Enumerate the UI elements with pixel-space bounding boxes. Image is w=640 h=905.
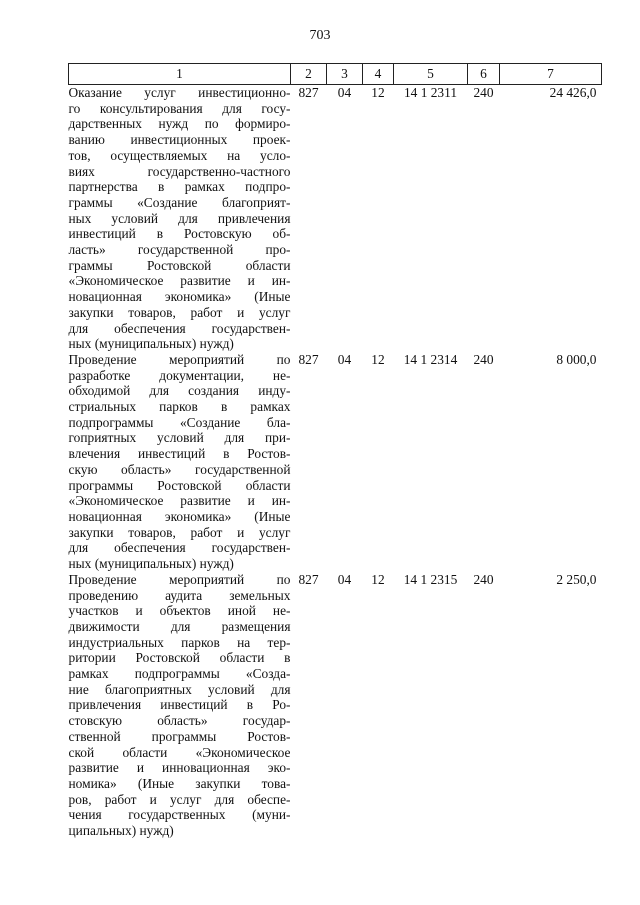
column-header-6: 6	[468, 64, 500, 85]
amount-value: 24 426,0	[549, 85, 597, 100]
description-line: граммы «Создание благоприят-	[68, 194, 291, 210]
description-line: новационная экономика» (Иные	[68, 289, 291, 305]
description-line: движимости для размещения	[68, 618, 291, 634]
description-line: чения государственных (муни-	[68, 807, 291, 823]
description-line: проведению аудита земельных	[68, 587, 291, 603]
description-line: «Экономическое развитие и ин-	[68, 493, 291, 509]
target-article-code: 14 1 2314	[403, 351, 458, 367]
subsection-code: 12	[371, 85, 385, 100]
description-line: стриальных парков в рамках	[68, 399, 291, 415]
description-line: гоприятных условий для при-	[68, 430, 291, 446]
description-line: ципальных) нужд)	[68, 823, 174, 839]
description-line: ритории Ростовской области в	[68, 650, 291, 666]
ministry-code: 827	[298, 571, 319, 587]
column-header-1: 1	[69, 64, 291, 85]
column-header-7: 7	[500, 64, 602, 85]
expense-type-code: 240	[473, 351, 494, 367]
description-line: виях государственно-частного	[68, 163, 291, 179]
description-line: ных условий для привлечения	[68, 210, 291, 226]
description-line: рамках подпрограммы «Созда-	[68, 666, 291, 682]
description-line: дарственных нужд по формиро-	[68, 116, 291, 132]
description-line: новационная экономика» (Иные	[68, 508, 291, 524]
amount-value: 2 250,0	[556, 571, 597, 587]
description-line: обходимой для создания инду-	[68, 383, 291, 399]
description-line: для обеспечения государствен-	[68, 540, 291, 556]
section-code: 04	[337, 85, 352, 100]
description-line: партнерства в рамках подпро-	[68, 179, 291, 195]
description-line: тов, осуществляемых на усло-	[68, 147, 291, 163]
target-article-code: 14 1 2315	[403, 571, 458, 587]
description-line: ние благоприятных условий для	[68, 681, 291, 697]
description-line: закупки товаров, работ и услуг	[68, 524, 291, 540]
table-row	[69, 572, 602, 839]
subsection-code: 12	[371, 351, 385, 367]
description-line: скую область» государственной	[68, 461, 291, 477]
description-line: инвестиций в Ростовскую об-	[68, 226, 291, 242]
description-line: го консультирования для госу-	[68, 100, 291, 116]
section-code: 04	[337, 351, 352, 367]
description-line: программы Ростовской области	[68, 477, 291, 493]
description-line: разработке документации, не-	[68, 367, 291, 383]
description-line: ванию инвестиционных проек-	[68, 132, 291, 148]
amount-value: 8 000,0	[556, 351, 597, 367]
column-header-2: 2	[291, 64, 327, 85]
description-line: ных (муниципальных) нужд)	[68, 556, 234, 572]
table-body	[69, 85, 602, 839]
table-header	[69, 64, 602, 85]
page-number: 703	[309, 28, 331, 43]
description-line: подпрограммы «Создание бла-	[68, 414, 291, 430]
description-line: ской области «Экономическое	[68, 744, 291, 760]
header-row	[69, 64, 602, 85]
table-row	[69, 352, 602, 572]
description-line: Проведение мероприятий по	[68, 571, 291, 587]
expense-description	[69, 352, 291, 572]
section-code: 04	[337, 571, 352, 587]
expense-type-code: 240	[473, 85, 494, 100]
description-line: Оказание услуг инвестиционно-	[68, 85, 291, 100]
column-header-4: 4	[363, 64, 394, 85]
description-line: для обеспечения государствен-	[68, 320, 291, 336]
description-line: участков и объектов иной не-	[68, 603, 291, 619]
column-header-5: 5	[394, 64, 468, 85]
description-line: ственной программы Ростов-	[68, 728, 291, 744]
description-line: ных (муниципальных) нужд)	[68, 336, 234, 352]
budget-table	[68, 63, 602, 839]
description-line: граммы Ростовской области	[68, 257, 291, 273]
description-line: закупки товаров, работ и услуг	[68, 304, 291, 320]
description-line: стовскую область» государ-	[68, 713, 291, 729]
ministry-code: 827	[298, 85, 319, 100]
expense-description	[69, 572, 291, 839]
description-line: индустриальных парков на тер-	[68, 634, 291, 650]
description-line: номика» (Иные закупки това-	[68, 775, 291, 791]
subsection-code: 12	[371, 571, 385, 587]
description-line: Проведение мероприятий по	[68, 351, 291, 367]
ministry-code: 827	[298, 351, 319, 367]
description-line: влечения инвестиций в Ростов-	[68, 446, 291, 462]
description-line: ров, работ и услуг для обеспе-	[68, 791, 291, 807]
expense-description	[69, 85, 291, 352]
target-article-code: 14 1 2311	[403, 85, 458, 100]
column-header-3: 3	[327, 64, 363, 85]
description-line: привлечения инвестиций в Ро-	[68, 697, 291, 713]
table-row	[69, 85, 602, 352]
description-line: ласть» государственной про-	[68, 242, 291, 258]
expense-type-code: 240	[473, 571, 494, 587]
description-line: «Экономическое развитие и ин-	[68, 273, 291, 289]
description-line: развитие и инновационная эко-	[68, 760, 291, 776]
